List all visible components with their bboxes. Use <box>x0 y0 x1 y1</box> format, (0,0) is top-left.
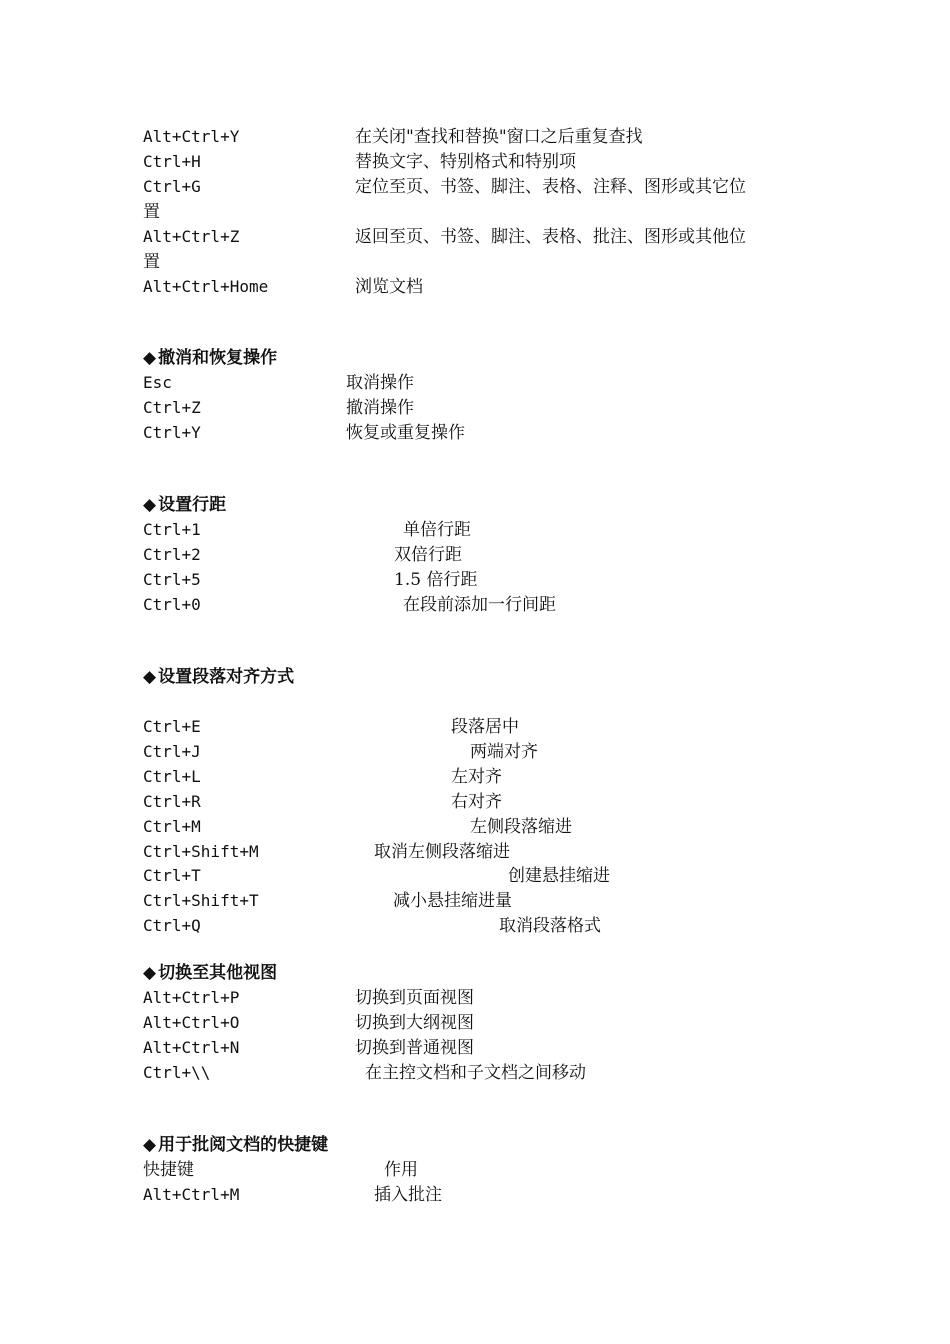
section-heading-review <box>143 1132 843 1158</box>
shortcut-desc: 浏览文档 <box>355 277 423 297</box>
shortcut-desc: 右对齐 <box>451 792 502 812</box>
wrapped-text: 置 <box>143 252 160 272</box>
diamond-bullet-icon: ◆ <box>143 1135 157 1155</box>
section-heading-views <box>143 960 843 986</box>
shortcut-desc: 两端对齐 <box>470 742 538 762</box>
shortcut-key: Ctrl+R <box>143 792 201 811</box>
shortcut-key: Ctrl+5 <box>143 570 201 589</box>
shortcut-desc: 单倍行距 <box>403 520 471 540</box>
section-title: 切换至其他视图 <box>158 963 278 983</box>
shortcut-key: Ctrl+Z <box>143 398 201 417</box>
shortcut-key: Ctrl+J <box>143 742 201 761</box>
shortcut-row <box>0 715 950 739</box>
shortcut-key: Ctrl+0 <box>143 595 201 614</box>
shortcut-key: Ctrl+G <box>143 177 201 196</box>
shortcut-row <box>0 275 950 299</box>
shortcut-key: Ctrl+H <box>143 152 201 171</box>
shortcut-row <box>0 225 950 249</box>
column-header-key: 快捷键 <box>143 1160 194 1180</box>
shortcut-row <box>0 914 950 938</box>
shortcut-row <box>0 889 950 913</box>
shortcut-row <box>0 765 950 789</box>
shortcut-desc: 取消左侧段落缩进 <box>374 842 510 862</box>
shortcut-row <box>0 790 950 814</box>
section-title: 撤消和恢复操作 <box>158 348 278 368</box>
shortcut-key: Ctrl+Shift+M <box>143 842 259 861</box>
section-heading-align <box>143 664 843 690</box>
diamond-bullet-icon: ◆ <box>143 495 157 515</box>
section-heading-undo <box>143 345 843 371</box>
shortcut-desc: 切换到页面视图 <box>355 988 474 1008</box>
shortcut-key: Ctrl+M <box>143 817 201 836</box>
column-header-desc: 作用 <box>384 1160 418 1180</box>
shortcut-row <box>0 1183 950 1207</box>
shortcut-desc: 左侧段落缩进 <box>470 817 572 837</box>
shortcut-key: Ctrl+\\ <box>143 1063 211 1082</box>
shortcut-desc: 切换到大纲视图 <box>355 1013 474 1033</box>
shortcut-row <box>0 518 950 542</box>
shortcut-key: Ctrl+E <box>143 717 201 736</box>
shortcut-row <box>0 1036 950 1060</box>
shortcut-desc: 替换文字、特别格式和特别项 <box>355 152 576 172</box>
shortcut-row <box>0 740 950 764</box>
diamond-bullet-icon: ◆ <box>143 348 157 368</box>
shortcut-key: Alt+Ctrl+P <box>143 988 240 1007</box>
shortcut-desc: 在段前添加一行间距 <box>403 595 556 615</box>
shortcut-desc: 返回至页、书签、脚注、表格、批注、图形或其他位 <box>355 227 746 247</box>
shortcut-desc: 在主控文档和子文档之间移动 <box>365 1063 586 1083</box>
shortcut-row-wrap <box>0 200 950 224</box>
shortcut-key: Ctrl+T <box>143 866 201 885</box>
shortcut-row <box>0 543 950 567</box>
shortcut-key: Ctrl+2 <box>143 545 201 564</box>
shortcut-desc: 双倍行距 <box>394 545 462 565</box>
shortcut-desc: 恢复或重复操作 <box>346 423 465 443</box>
shortcut-desc: 切换到普通视图 <box>355 1038 474 1058</box>
diamond-bullet-icon: ◆ <box>143 963 157 983</box>
shortcut-desc: 在关闭"查找和替换"窗口之后重复查找 <box>355 127 643 147</box>
section-title: 用于批阅文档的快捷键 <box>158 1135 329 1155</box>
shortcut-row <box>0 125 950 149</box>
shortcut-row-wrap <box>0 250 950 274</box>
shortcut-desc: 1.5 倍行距 <box>394 570 478 590</box>
shortcut-key: Ctrl+Q <box>143 916 201 935</box>
shortcut-desc: 左对齐 <box>451 767 502 787</box>
shortcut-row <box>0 593 950 617</box>
section-title: 设置行距 <box>158 495 227 515</box>
shortcut-row <box>0 864 950 888</box>
shortcut-row <box>0 1061 950 1085</box>
shortcut-key: Alt+Ctrl+O <box>143 1013 240 1032</box>
shortcut-desc: 段落居中 <box>451 717 519 737</box>
shortcut-row <box>0 1011 950 1035</box>
shortcut-key: Ctrl+L <box>143 767 201 786</box>
shortcut-key: Ctrl+Shift+T <box>143 891 259 910</box>
shortcut-row <box>0 840 950 864</box>
shortcut-key: Alt+Ctrl+N <box>143 1038 240 1057</box>
shortcut-desc: 创建悬挂缩进 <box>508 866 610 886</box>
shortcut-row <box>0 175 950 199</box>
shortcut-desc: 撤消操作 <box>346 398 414 418</box>
shortcut-key: Alt+Ctrl+Home <box>143 277 269 296</box>
shortcut-row <box>0 421 950 445</box>
shortcut-row <box>0 371 950 395</box>
shortcut-desc: 取消操作 <box>346 373 414 393</box>
shortcut-desc: 取消段落格式 <box>499 916 601 936</box>
shortcut-desc: 定位至页、书签、脚注、表格、注释、图形或其它位 <box>355 177 746 197</box>
section-heading-spacing <box>143 492 843 518</box>
shortcut-row <box>0 815 950 839</box>
shortcut-row <box>0 986 950 1010</box>
shortcut-key: Ctrl+1 <box>143 520 201 539</box>
shortcut-desc: 插入批注 <box>374 1185 442 1205</box>
shortcut-key: Alt+Ctrl+Y <box>143 127 240 146</box>
shortcut-row <box>0 150 950 174</box>
shortcut-key: Ctrl+Y <box>143 423 201 442</box>
shortcut-key: Esc <box>143 373 172 392</box>
wrapped-text: 置 <box>143 202 160 222</box>
table-header-row <box>0 1158 950 1182</box>
shortcut-row <box>0 568 950 592</box>
shortcut-key: Alt+Ctrl+Z <box>143 227 240 246</box>
shortcut-key: Alt+Ctrl+M <box>143 1185 240 1204</box>
shortcut-desc: 减小悬挂缩进量 <box>393 891 512 911</box>
diamond-bullet-icon: ◆ <box>143 667 157 687</box>
shortcut-row <box>0 396 950 420</box>
section-title: 设置段落对齐方式 <box>158 667 295 687</box>
